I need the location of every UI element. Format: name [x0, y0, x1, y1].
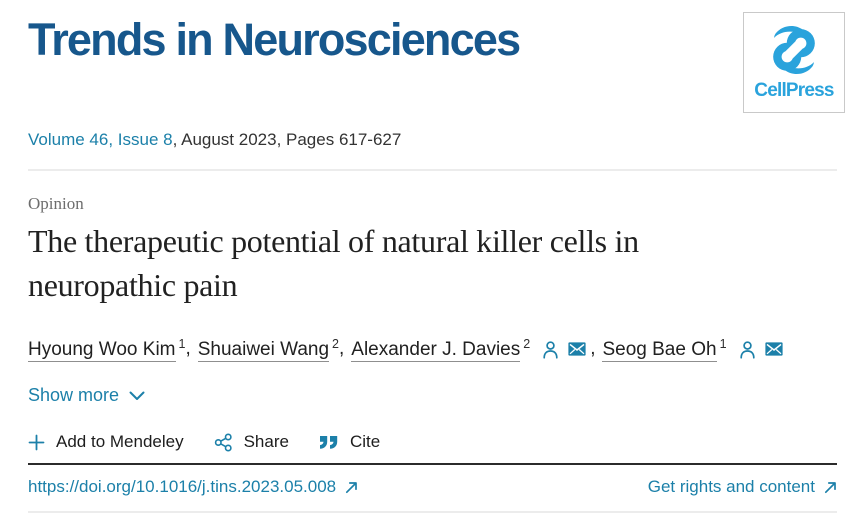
citation-line [28, 130, 837, 150]
cellpress-swirl-icon [763, 19, 825, 81]
footer-links-row [28, 477, 837, 497]
chevron-down-icon [129, 391, 145, 401]
person-icon[interactable] [739, 340, 756, 359]
author-name: Hyoung Woo Kim [28, 339, 176, 361]
cite-button[interactable] [319, 432, 380, 452]
plus-icon [28, 434, 45, 451]
doi-link[interactable] [28, 477, 358, 497]
article-title: The therapeutic potential of natural killer cells in neuropathic pain [28, 223, 639, 303]
author-separator: , [590, 338, 596, 360]
share-nodes-icon [214, 433, 233, 452]
author-separator: , [185, 338, 191, 360]
cite-label: Cite [349, 432, 381, 452]
author-link[interactable] [28, 337, 185, 361]
share-button[interactable] [214, 432, 289, 452]
external-link-arrow-icon [824, 481, 837, 494]
author-link[interactable] [198, 337, 339, 361]
author-list [28, 337, 837, 361]
external-link-arrow-icon [345, 481, 358, 494]
add-to-mendeley-button[interactable] [28, 432, 184, 452]
journal-title-link[interactable]: Trends in Neurosciences [28, 14, 520, 65]
author-affiliation-sup: 1 [719, 337, 727, 351]
divider-bottom [28, 511, 837, 513]
author-name: Alexander J. Davies [351, 339, 521, 361]
add-to-mendeley-label: Add to Mendeley [56, 432, 184, 452]
double-quote-icon [319, 435, 339, 450]
person-icon[interactable] [542, 340, 559, 359]
author-name: Shuaiwei Wang [197, 339, 330, 361]
share-label: Share [243, 432, 289, 452]
author-affiliation-sup: 2 [332, 337, 339, 351]
cellpress-logo-text: CellPress [754, 80, 834, 101]
author-name: Seog Bae Oh [602, 339, 717, 361]
volume-issue-link[interactable]: Volume 46, Issue 8 [28, 130, 173, 149]
envelope-icon[interactable] [765, 342, 783, 356]
cellpress-logo[interactable] [743, 12, 845, 113]
author-link[interactable] [351, 337, 530, 361]
get-rights-link[interactable] [648, 477, 837, 497]
citation-date-pages: , August 2023, Pages 617-627 [172, 130, 402, 149]
get-rights-text: Get rights and content [647, 477, 815, 497]
envelope-icon[interactable] [568, 342, 586, 356]
show-more-button[interactable] [28, 385, 145, 406]
author-affiliation-sup: 1 [178, 337, 186, 351]
author-separator: , [339, 338, 345, 360]
author-link[interactable] [602, 337, 726, 361]
doi-text: https://doi.org/10.1016/j.tins.2023.05.008 [28, 477, 337, 497]
journal-header [28, 0, 837, 113]
divider-dark [28, 463, 837, 465]
article-type-label: Opinion [28, 194, 84, 213]
author-affiliation-sup: 2 [523, 337, 531, 351]
show-more-label: Show more [28, 385, 120, 406]
action-bar [28, 432, 837, 452]
divider-top [28, 169, 837, 171]
